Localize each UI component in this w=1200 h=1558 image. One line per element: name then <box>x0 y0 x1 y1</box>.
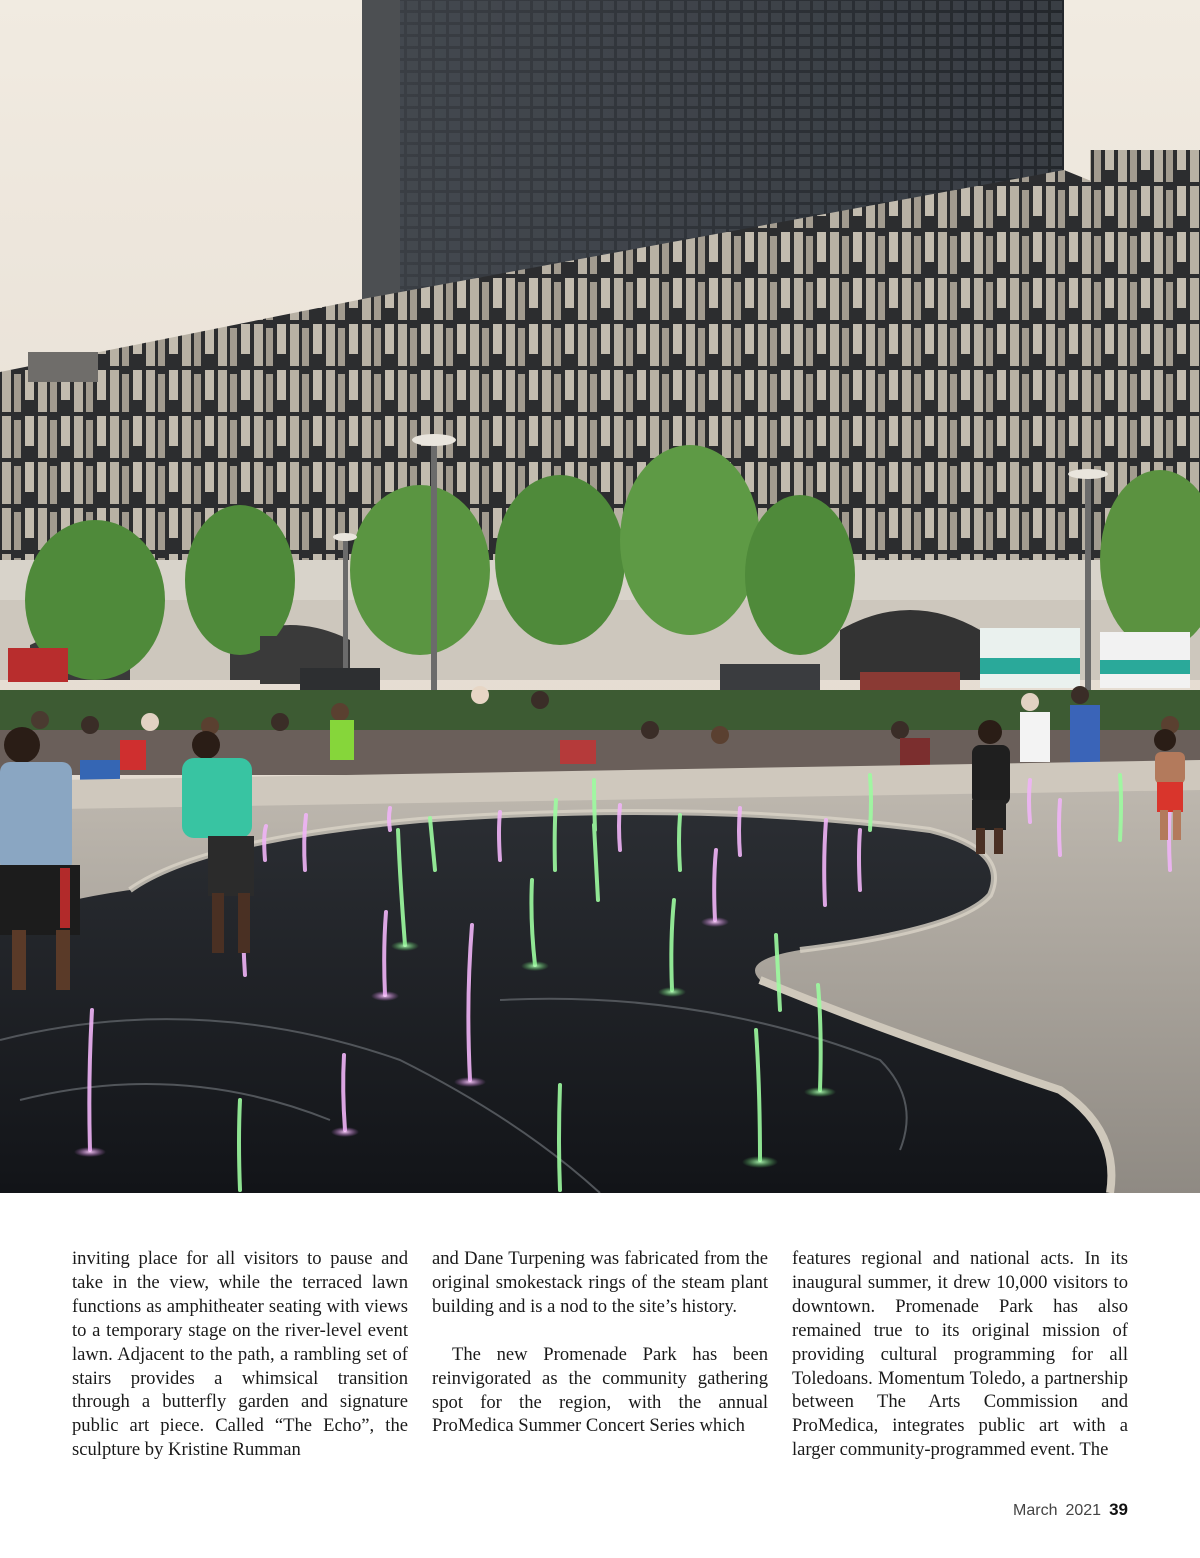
article-column-3 <box>792 1247 1128 1462</box>
article-paragraph: inviting place for all visitors to pause and take in the view, while the terraced lawn functions as amphitheater seating with views to a temporary stage on the river-level event lawn. Adjacent to the path, a rambling set of stairs provides a whimsical transition through a butterfly garden and signature public art piece. Called “The Echo”, the sculpture by Kristine Rumman <box>72 1248 408 1461</box>
article-column-1 <box>72 1247 408 1462</box>
article-column-2 <box>432 1247 768 1438</box>
page-number: 39 <box>1109 1500 1128 1519</box>
article-paragraph: features regional and national acts. In its inaugural summer, it drew 10,000 visitors to downtown. Promenade Park has also remained true to its original mission of providing cultural programming for all Toledoans. Momentum Toledo, a partnership between The Arts Commission and ProMedica, integrates public art with a larger community-programmed event. The <box>792 1248 1128 1461</box>
folio-year: 2021 <box>1065 1502 1102 1519</box>
article-paragraph: The new Promenade Park has been reinvigorated as the community gathering spot for the region, with the annual ProMedica Summer Concert Series which <box>432 1343 768 1437</box>
article-paragraph: and Dane Turpening was fabricated from the original smokestack rings of the steam plant building and is a nod to the site’s history. <box>432 1248 768 1317</box>
article-body <box>72 1247 1130 1497</box>
folio-month: March <box>1013 1502 1058 1519</box>
page-folio <box>1013 1500 1128 1520</box>
